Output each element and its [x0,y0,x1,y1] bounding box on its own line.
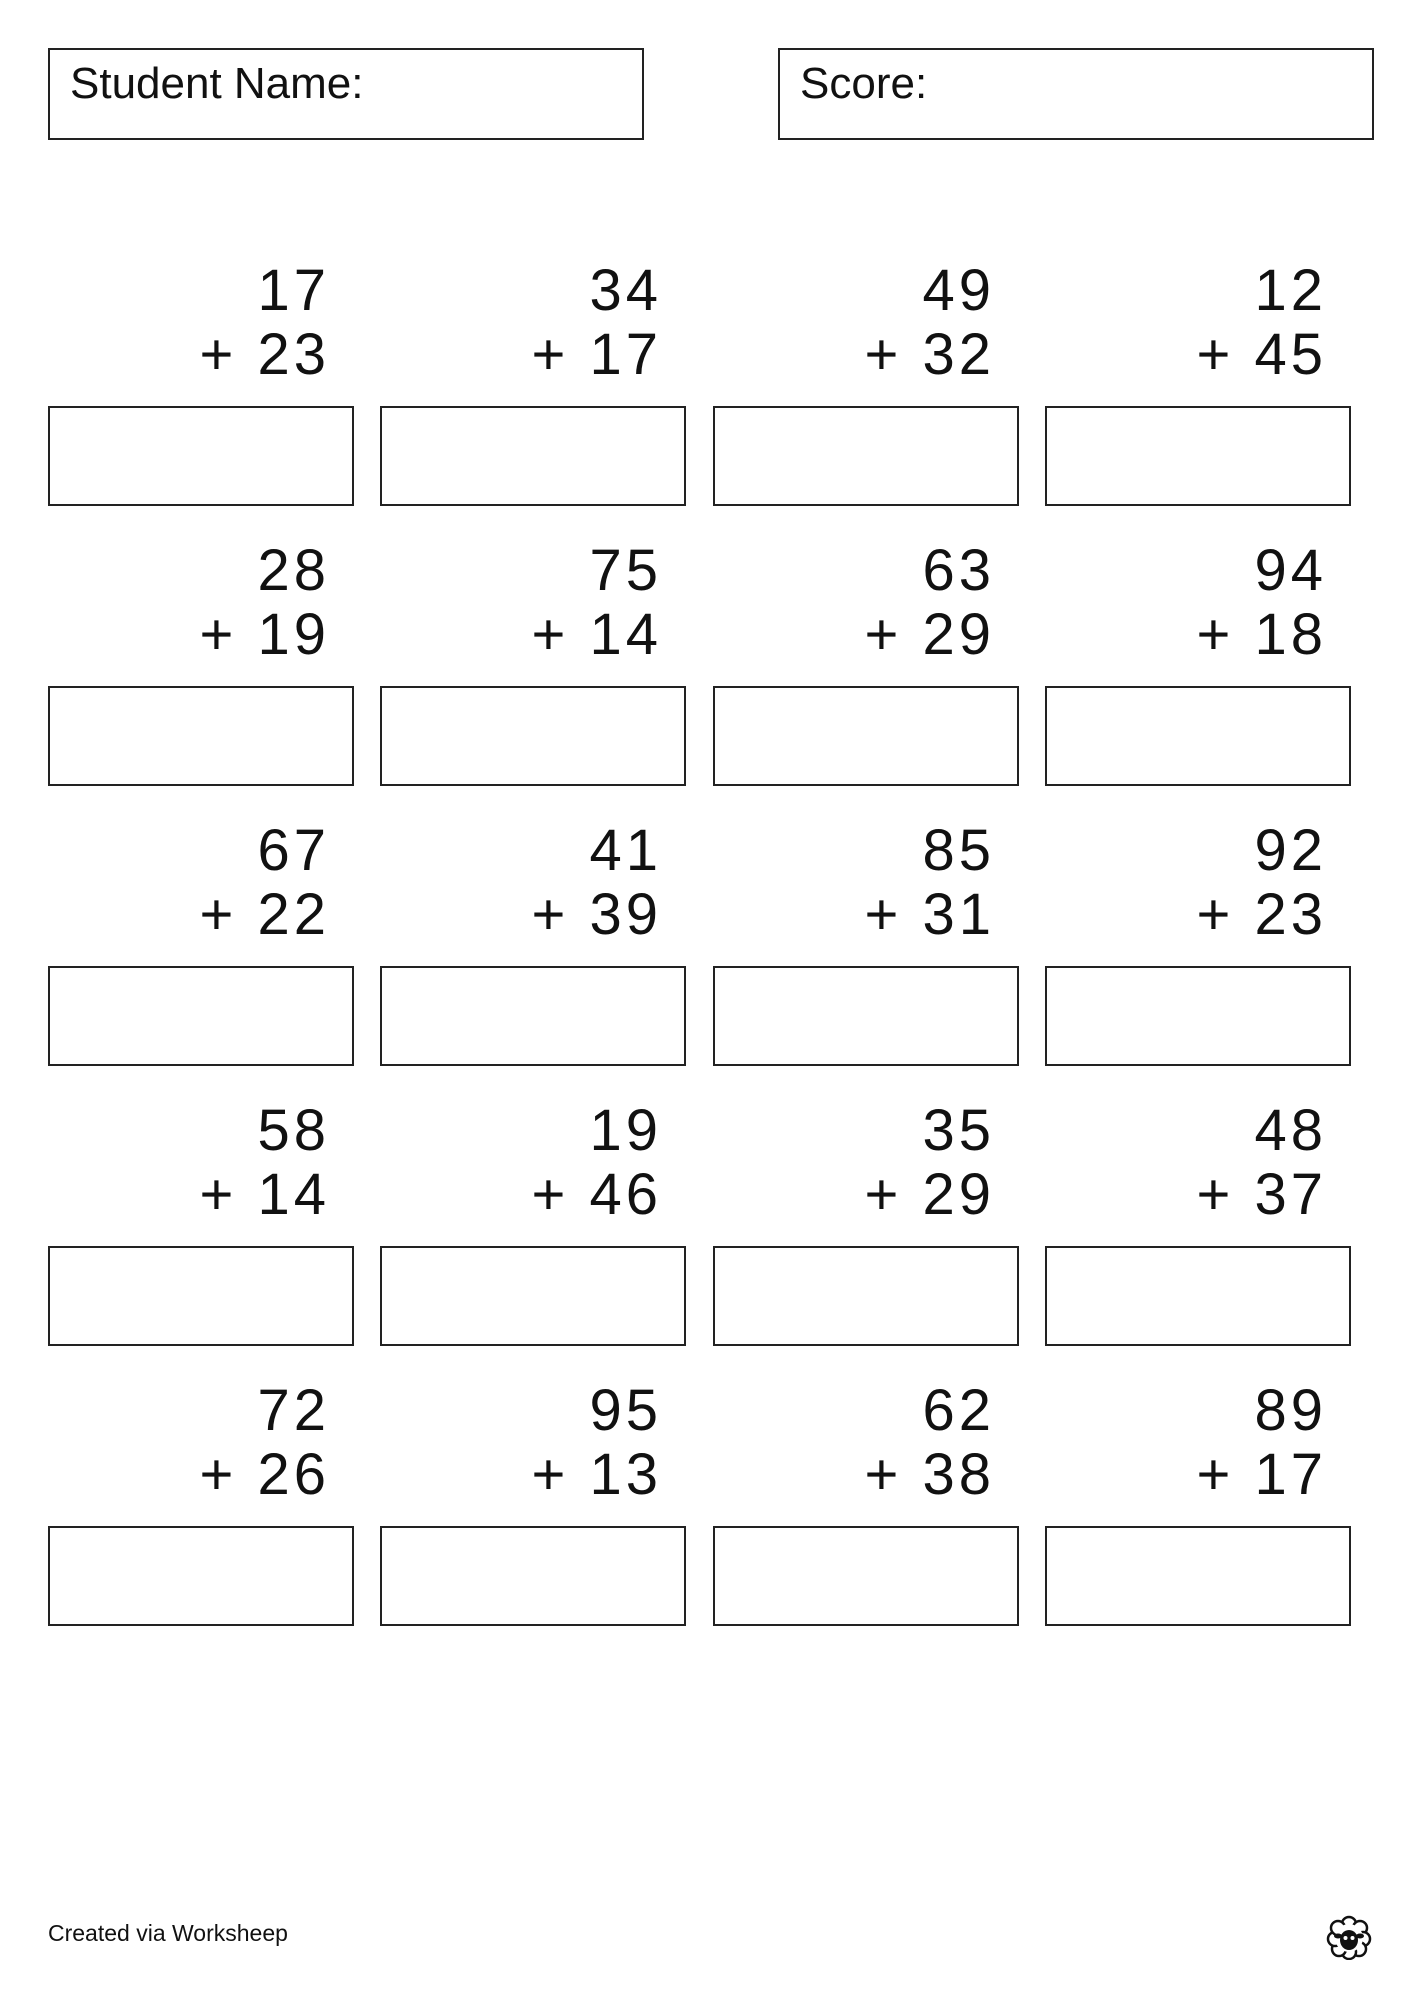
addend-bottom: 26 [257,1442,330,1507]
answer-box[interactable] [713,686,1019,786]
addend-top: 63 [922,538,995,603]
sheep-icon [1326,1914,1372,1960]
answer-box[interactable] [48,1526,354,1626]
addend-bottom-line [864,1162,995,1227]
addend-top: 62 [922,1378,995,1443]
addition-problem [48,1372,354,1628]
score-label: Score: [800,59,928,108]
addend-bottom-line [1196,882,1327,947]
plus-operator: + [531,602,570,667]
addend-top: 19 [589,1098,662,1163]
addend-bottom: 22 [257,882,330,947]
addend-bottom: 14 [257,1162,330,1227]
answer-box[interactable] [713,1526,1019,1626]
plus-operator: + [199,602,238,667]
score-field[interactable] [778,48,1374,140]
addition-problem [380,532,686,788]
plus-operator: + [864,1162,903,1227]
answer-box[interactable] [1045,1526,1351,1626]
answer-box[interactable] [713,966,1019,1066]
answer-box[interactable] [713,1246,1019,1346]
addend-top: 49 [922,258,995,323]
addition-problem [48,812,354,1068]
addend-bottom-line [1196,1442,1327,1507]
problem-row [48,532,1351,812]
addend-top: 92 [1254,818,1327,883]
addend-bottom: 17 [589,322,662,387]
problem-row [48,252,1351,532]
answer-box[interactable] [380,406,686,506]
addend-bottom: 17 [1254,1442,1327,1507]
answer-box[interactable] [380,1246,686,1346]
addition-problem [48,1092,354,1348]
plus-operator: + [199,1162,238,1227]
plus-operator: + [1196,1442,1235,1507]
student-name-label: Student Name: [70,59,364,108]
answer-box[interactable] [380,966,686,1066]
addend-top: 48 [1254,1098,1327,1163]
addend-bottom-line [199,602,330,667]
addend-top: 41 [589,818,662,883]
addend-bottom-line [531,1162,662,1227]
addend-bottom-line [531,602,662,667]
plus-operator: + [199,322,238,387]
plus-operator: + [531,882,570,947]
answer-box[interactable] [48,1246,354,1346]
problem-row [48,1372,1351,1652]
addend-bottom-line [864,1442,995,1507]
addition-problem [380,252,686,508]
addend-bottom: 32 [922,322,995,387]
answer-box[interactable] [713,406,1019,506]
addend-top: 95 [589,1378,662,1443]
plus-operator: + [531,322,570,387]
answer-box[interactable] [1045,1246,1351,1346]
answer-box[interactable] [1045,966,1351,1066]
problem-row [48,812,1351,1092]
plus-operator: + [864,1442,903,1507]
addend-bottom: 46 [589,1162,662,1227]
addend-top: 75 [589,538,662,603]
addend-bottom: 23 [257,322,330,387]
addend-top: 67 [257,818,330,883]
addition-problem [48,252,354,508]
answer-box[interactable] [1045,406,1351,506]
addend-bottom-line [199,322,330,387]
addition-problem [380,1372,686,1628]
plus-operator: + [531,1442,570,1507]
addition-problem [713,1372,1019,1628]
plus-operator: + [1196,882,1235,947]
addend-top: 72 [257,1378,330,1443]
addition-problem [48,532,354,788]
footer-credit: Created via Worksheep [48,1920,288,1946]
addend-bottom-line [199,1162,330,1227]
plus-operator: + [1196,1162,1235,1227]
addend-bottom-line [531,1442,662,1507]
plus-operator: + [864,602,903,667]
addend-top: 17 [257,258,330,323]
addition-problem [1045,812,1351,1068]
problem-grid [48,252,1351,1652]
addend-bottom: 37 [1254,1162,1327,1227]
addition-problem [1045,252,1351,508]
problem-row [48,1092,1351,1372]
addend-bottom: 45 [1254,322,1327,387]
student-name-field[interactable] [48,48,644,140]
plus-operator: + [1196,602,1235,667]
addend-top: 58 [257,1098,330,1163]
plus-operator: + [199,882,238,947]
addend-bottom-line [199,882,330,947]
answer-box[interactable] [48,966,354,1066]
addend-bottom-line [531,322,662,387]
addition-problem [713,1092,1019,1348]
answer-box[interactable] [380,686,686,786]
addend-bottom-line [864,882,995,947]
addend-bottom: 31 [922,882,995,947]
addend-bottom: 23 [1254,882,1327,947]
plus-operator: + [864,882,903,947]
addend-bottom-line [1196,322,1327,387]
addend-bottom: 38 [922,1442,995,1507]
addition-problem [1045,1092,1351,1348]
addend-bottom: 14 [589,602,662,667]
addition-problem [1045,532,1351,788]
plus-operator: + [864,322,903,387]
addition-problem [1045,1372,1351,1628]
addend-bottom-line [1196,602,1327,667]
plus-operator: + [531,1162,570,1227]
addend-top: 12 [1254,258,1327,323]
addend-bottom-line [531,882,662,947]
answer-box[interactable] [48,686,354,786]
answer-box[interactable] [380,1526,686,1626]
addition-problem [713,812,1019,1068]
addend-bottom-line [1196,1162,1327,1227]
addend-top: 89 [1254,1378,1327,1443]
addend-bottom: 19 [257,602,330,667]
plus-operator: + [1196,322,1235,387]
addend-top: 35 [922,1098,995,1163]
addend-bottom: 29 [922,1162,995,1227]
addend-top: 85 [922,818,995,883]
plus-operator: + [199,1442,238,1507]
addition-problem [380,812,686,1068]
addend-bottom-line [199,1442,330,1507]
answer-box[interactable] [1045,686,1351,786]
addend-top: 28 [257,538,330,603]
addend-top: 34 [589,258,662,323]
addend-bottom: 39 [589,882,662,947]
addend-bottom-line [864,322,995,387]
addend-bottom: 13 [589,1442,662,1507]
addend-bottom-line [864,602,995,667]
answer-box[interactable] [48,406,354,506]
addend-bottom: 29 [922,602,995,667]
addend-bottom: 18 [1254,602,1327,667]
addition-problem [380,1092,686,1348]
addition-problem [713,532,1019,788]
addition-problem [713,252,1019,508]
addend-top: 94 [1254,538,1327,603]
